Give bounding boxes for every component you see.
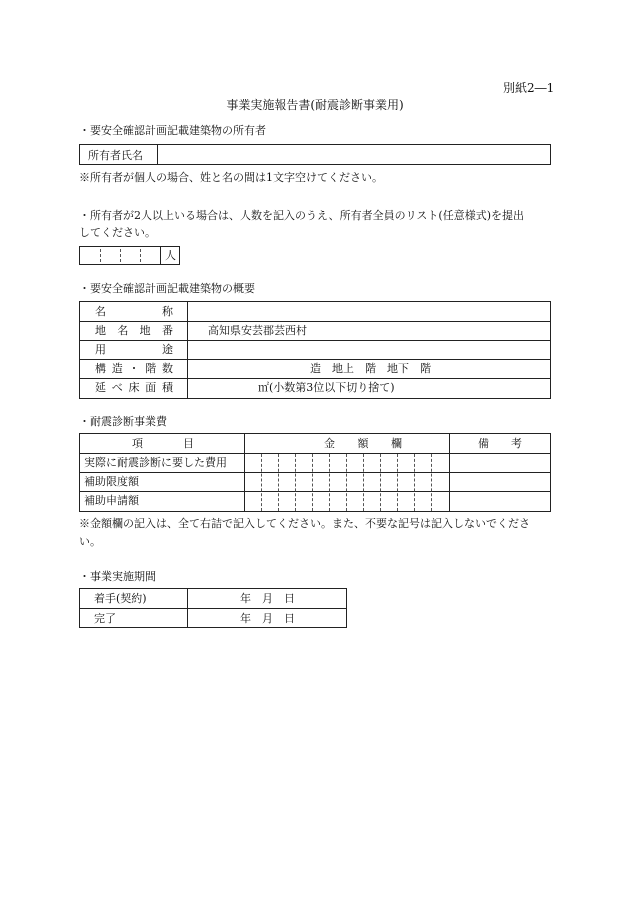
building-name-field[interactable] <box>190 304 548 319</box>
diagnosis-cost-table <box>79 433 551 512</box>
subsidy-limit-label: 補助限度額 <box>84 475 139 488</box>
owner-count-field[interactable] <box>81 248 159 263</box>
header-amount: 金 額 欄 <box>324 437 402 450</box>
lot-address-value[interactable]: 高知県安芸郡芸西村 <box>208 324 307 337</box>
subsidy-request-label: 補助申請額 <box>84 494 139 507</box>
start-contract-label: 着手(契約) <box>94 592 147 605</box>
owner-name-note: ※所有者が個人の場合、姓と名の間は1文字空けてください。 <box>79 171 383 184</box>
floor-area-label: 延 べ 床 面 積 <box>95 381 173 394</box>
multiple-owners-instruction-line1: ・所有者が2人以上いる場合は、人数を記入のうえ、所有者全員のリスト(任意様式)を提出 <box>79 209 525 222</box>
document-number: 別紙2―1 <box>503 81 555 95</box>
multiple-owners-instruction-line2: してください。 <box>79 226 156 239</box>
structure-floors-value[interactable]: 造 地上 階 地下 階 <box>310 362 431 375</box>
structure-floors-label: 構 造 ・ 階 数 <box>95 362 173 375</box>
lot-address-label: 地 名 地 番 <box>95 324 173 337</box>
amount-note-line2: い。 <box>79 535 101 548</box>
building-name-label: 名 称 <box>95 305 173 318</box>
completion-label: 完了 <box>94 612 116 625</box>
owner-section-heading: ・要安全確認計画記載建築物の所有者 <box>79 124 266 137</box>
building-overview-table <box>79 301 551 399</box>
subsidy-limit-amount-field[interactable] <box>246 474 446 489</box>
owner-count-box <box>79 246 180 265</box>
owner-name-field[interactable] <box>160 147 548 163</box>
usage-field[interactable] <box>190 342 548 357</box>
project-period-table <box>79 588 347 628</box>
actual-cost-label: 実際に耐震診断に要した費用 <box>84 456 227 469</box>
owner-name-label: 所有者氏名 <box>88 149 143 162</box>
diagnosis-cost-heading: ・耐震診断事業費 <box>79 415 167 428</box>
subsidy-request-remarks-field[interactable] <box>452 493 548 508</box>
amount-note-line1: ※金額欄の記入は、全て右詰で記入してください。また、不要な記号は記入しないでくださ <box>79 517 530 530</box>
owner-count-unit: 人 <box>165 249 176 262</box>
actual-cost-remarks-field[interactable] <box>452 455 548 470</box>
project-period-heading: ・事業実施期間 <box>79 570 156 583</box>
usage-label: 用 途 <box>95 343 173 356</box>
building-overview-heading: ・要安全確認計画記載建築物の概要 <box>79 282 255 295</box>
subsidy-limit-remarks-field[interactable] <box>452 474 548 489</box>
start-date-field[interactable]: 年 月 日 <box>240 592 295 605</box>
floor-area-value[interactable]: ㎡(小数第3位以下切り捨て) <box>258 381 395 394</box>
subsidy-request-amount-field[interactable] <box>246 493 446 508</box>
header-remarks: 備 考 <box>478 437 522 450</box>
actual-cost-amount-field[interactable] <box>246 455 446 470</box>
header-item: 項 目 <box>132 437 194 450</box>
document-title: 事業実施報告書(耐震診断事業用) <box>226 98 404 112</box>
owner-name-table <box>79 144 551 165</box>
completion-date-field[interactable]: 年 月 日 <box>240 612 295 625</box>
